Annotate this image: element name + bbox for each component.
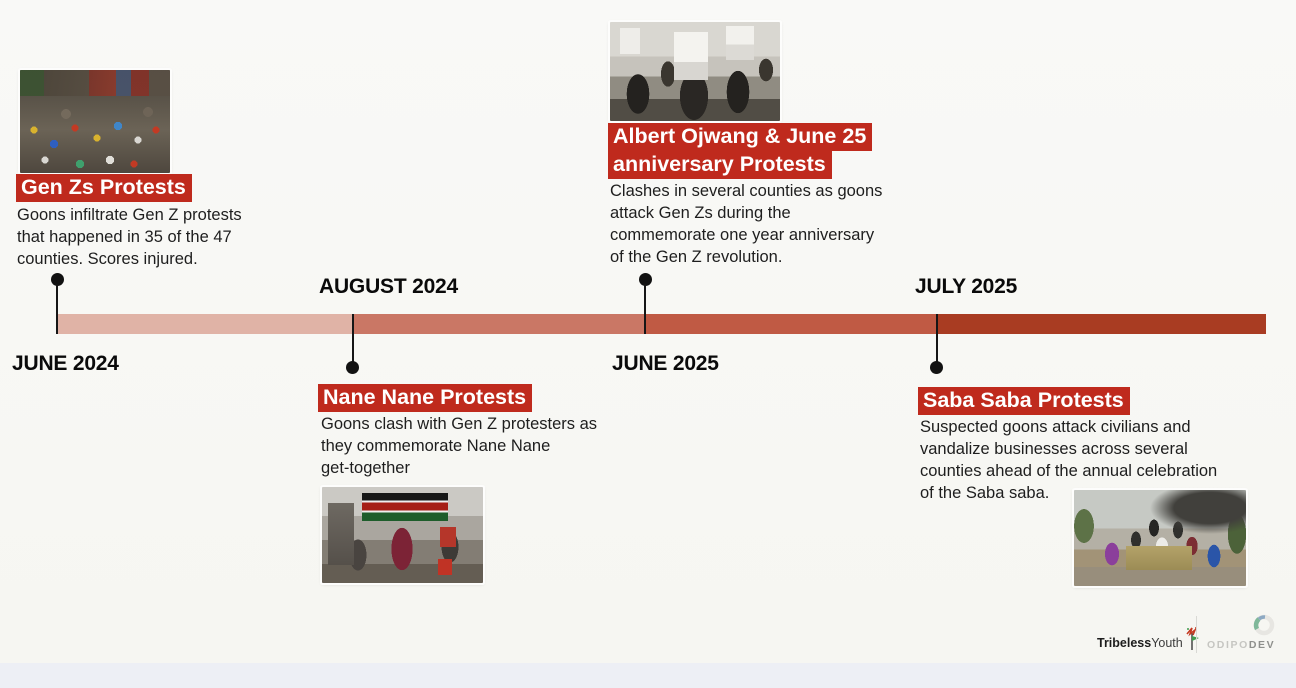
event-title-text: anniversary Protests: [608, 151, 832, 179]
photo-genz-protests: [20, 70, 170, 173]
desc-line: Goons clash with Gen Z protesters as: [321, 415, 598, 433]
desc-line: of the Gen Z revolution.: [610, 248, 783, 266]
desc-line: of the Saba saba.: [920, 484, 1050, 502]
desc-line: Clashes in several counties as goons: [610, 182, 883, 200]
timeline-bar-segment-3: [645, 314, 937, 334]
desc-line: attack Gen Zs during the: [610, 204, 791, 222]
event-title-genz: [16, 174, 192, 202]
odipodev-globe-icon: [1252, 613, 1276, 642]
marker-stem: [352, 314, 354, 364]
date-label-july-2025: JULY 2025: [915, 275, 1018, 298]
marker-dot: [346, 361, 359, 374]
desc-line: Suspected goons attack civilians and: [920, 418, 1191, 436]
event-desc-genz: [17, 204, 242, 270]
desc-line: they commemorate Nane Nane: [321, 437, 551, 455]
desc-line: get-together: [321, 459, 410, 477]
timeline-bar: [57, 314, 1266, 334]
photo-saba-saba-protests: [1074, 490, 1246, 586]
event-title-text: Albert Ojwang & June 25: [608, 123, 872, 151]
marker-stem: [644, 284, 646, 334]
event-title-text: Gen Zs Protests: [16, 174, 192, 202]
brand-text-dark: DEV: [1248, 639, 1276, 651]
tribeless-youth-logo: [1097, 636, 1183, 650]
footer-divider: [1196, 616, 1197, 653]
desc-line: Goons infiltrate Gen Z protests: [17, 206, 242, 224]
date-label-june-2025: JUNE 2025: [612, 352, 719, 375]
event-title-saba-saba: [918, 387, 1130, 415]
photo-ojwang-protests: [610, 22, 780, 121]
brand-text-bold: Tribeless: [1097, 636, 1152, 650]
desc-line: that happened in 35 of the 47: [17, 228, 232, 246]
brand-text-regular: Youth: [1151, 636, 1183, 650]
timeline-bar-segment-2: [353, 314, 645, 334]
timeline-bar-segment-4: [937, 314, 1266, 334]
event-title-ojwang: [608, 123, 872, 179]
event-desc-ojwang: [610, 180, 882, 268]
marker-stem: [936, 314, 938, 364]
desc-line: counties. Scores injured.: [17, 250, 198, 268]
date-label-june-2024: JUNE 2024: [12, 352, 119, 375]
timeline-bar-segment-1: [57, 314, 353, 334]
event-title-nane-nane: [318, 384, 532, 412]
date-label-august-2024: AUGUST 2024: [319, 275, 459, 298]
marker-dot: [930, 361, 943, 374]
marker-stem: [56, 284, 58, 334]
desc-line: commemorate one year anniversary: [610, 226, 875, 244]
brand-text-light: ODIPO: [1207, 639, 1249, 651]
event-desc-nane-nane: [321, 413, 597, 479]
desc-line: counties ahead of the annual celebration: [920, 462, 1218, 480]
event-title-text: Saba Saba Protests: [918, 387, 1130, 415]
photo-nane-nane-protests: [322, 487, 483, 583]
desc-line: vandalize businesses across several: [920, 440, 1188, 458]
footer-strip: [0, 663, 1296, 688]
event-title-text: Nane Nane Protests: [318, 384, 532, 412]
